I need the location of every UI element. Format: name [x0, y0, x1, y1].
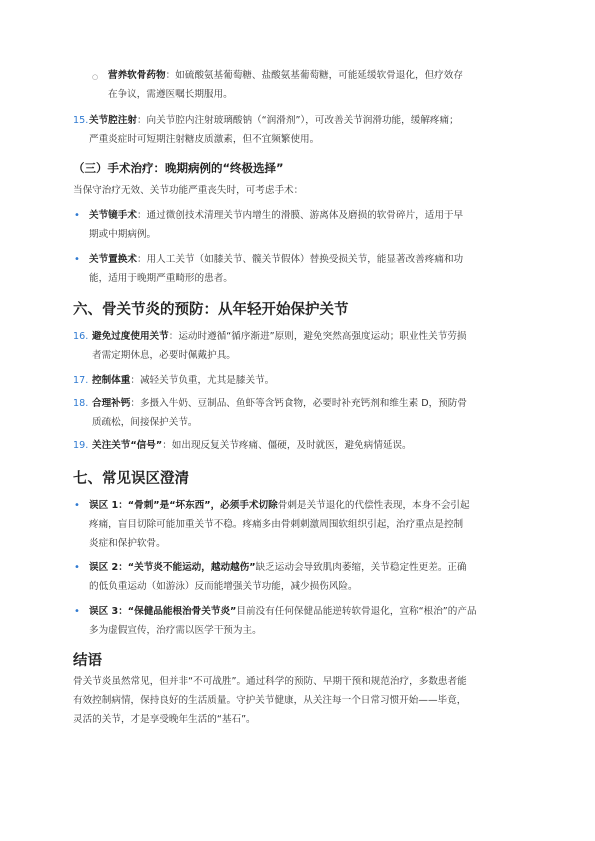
list-item-line-2: 能，适用于晚期严重畸形的患者。 — [89, 273, 233, 284]
list-number: 18. — [73, 398, 89, 409]
section-heading-myths: 七、常见误区澄清 — [73, 471, 189, 487]
list-item: 避免过度使用关节：运动时遵循“循序渐进”原则，避免突然高强度运动；职业性关节劳损 — [92, 331, 467, 342]
list-number: 16. — [73, 331, 89, 342]
list-number: 17. — [73, 375, 89, 386]
conclusion-line: 灵活的关节，才是享受晚年生活的“基石”。 — [73, 714, 256, 725]
list-item: 控制体重：减轻关节负重，尤其是膝关节。 — [92, 375, 275, 386]
circle-bullet-icon: ○ — [92, 73, 99, 81]
bullet-icon: • — [74, 254, 80, 265]
nested-item-line — [108, 70, 463, 82]
nested-item-text: ：如硫酸氨基葡萄糖、盐酸氨基葡萄糖，可能延缓软骨退化，但疗效存 — [165, 70, 463, 81]
section-heading-prevention: 六、骨关节炎的预防：从年轻开始保护关节 — [73, 302, 349, 318]
list-item: 合理补钙：多摄入牛奶、豆制品、鱼虾等含钙食物，必要时补充钙剂和维生素 D，预防骨 — [92, 398, 467, 409]
conclusion-line: 骨关节炎虽然常见，但并非“不可战胜”。通过科学的预防、早期干预和规范治疗，多数患者能 — [73, 676, 467, 687]
bullet-icon: • — [74, 210, 80, 221]
nested-item-label: 营养软骨药物 — [108, 70, 166, 81]
item-15-label: 关节腔注射 — [89, 115, 137, 126]
list-item-line-2: 的低负重运动（如游泳）反而能增强关节功能，减少损伤风险。 — [89, 581, 358, 592]
item-15-line: 关节腔注射：向关节腔内注射玻璃酸钠（“润滑剂”），可改善关节润滑功能，缓解疼痛； — [89, 115, 459, 126]
bullet-icon: • — [74, 606, 80, 617]
list-item: 关节镜手术：通过微创技术清理关节内增生的滑膜、游离体及磨损的软骨碎片，适用于早 — [89, 210, 464, 221]
list-item-line-2: 疼痛，盲目切除可能加重关节不稳。疼痛多由骨刺刺激周围软组织引起，治疗重点是控制 — [89, 519, 464, 530]
list-item-line-3: 炎症和保护软骨。 — [89, 538, 166, 549]
list-item: 误区 1：“骨刺”是“坏东西”，必须手术切除骨刺是关节退化的代偿性表现，本身不会引起 — [89, 500, 470, 511]
list-item: 关节置换术：用人工关节（如膝关节、髋关节假体）替换受损关节，能显著改善疼痛和功 — [89, 254, 464, 265]
list-number: 19. — [73, 440, 89, 451]
item-15-line-2: 严重炎症时可短期注射糖皮质激素，但不宜频繁使用。 — [89, 134, 320, 145]
list-item-line-2: 者需定期休息，必要时佩戴护具。 — [92, 350, 236, 361]
list-item: 误区 3：“保健品能根治骨关节炎”目前没有任何保健品能逆转软骨退化，宣称“根治”的产品 — [89, 606, 477, 617]
surgery-intro: 当保守治疗无效、关节功能严重丧失时，可考虑手术： — [73, 185, 304, 196]
section-heading-conclusion: 结语 — [73, 653, 102, 669]
bullet-icon: • — [74, 500, 80, 511]
conclusion-line: 有效控制病情，保持良好的生活质量。守护关节健康，从关注每一个日常习惯开始——毕竟， — [73, 695, 467, 706]
list-item-line-2: 期或中期病例。 — [89, 229, 157, 240]
list-number: 15. — [73, 115, 89, 126]
nested-item-line-2: 在争议，需遵医嘱长期服用。 — [108, 89, 233, 100]
subsection-heading: （三）手术治疗：晚期病例的“终极选择” — [73, 161, 284, 175]
list-item-line-2: 质疏松，间接保护关节。 — [92, 417, 198, 428]
list-item: 误区 2：“关节炎不能运动，越动越伤”缺乏运动会导致肌肉萎缩，关节稳定性更差。正确 — [89, 562, 467, 573]
list-item: 关注关节“信号”：如出现反复关节疼痛、僵硬，及时就医，避免病情延误。 — [92, 440, 412, 451]
bullet-icon: • — [74, 562, 80, 573]
list-item-line-2: 多为虚假宣传，治疗需以医学干预为主。 — [89, 625, 262, 636]
